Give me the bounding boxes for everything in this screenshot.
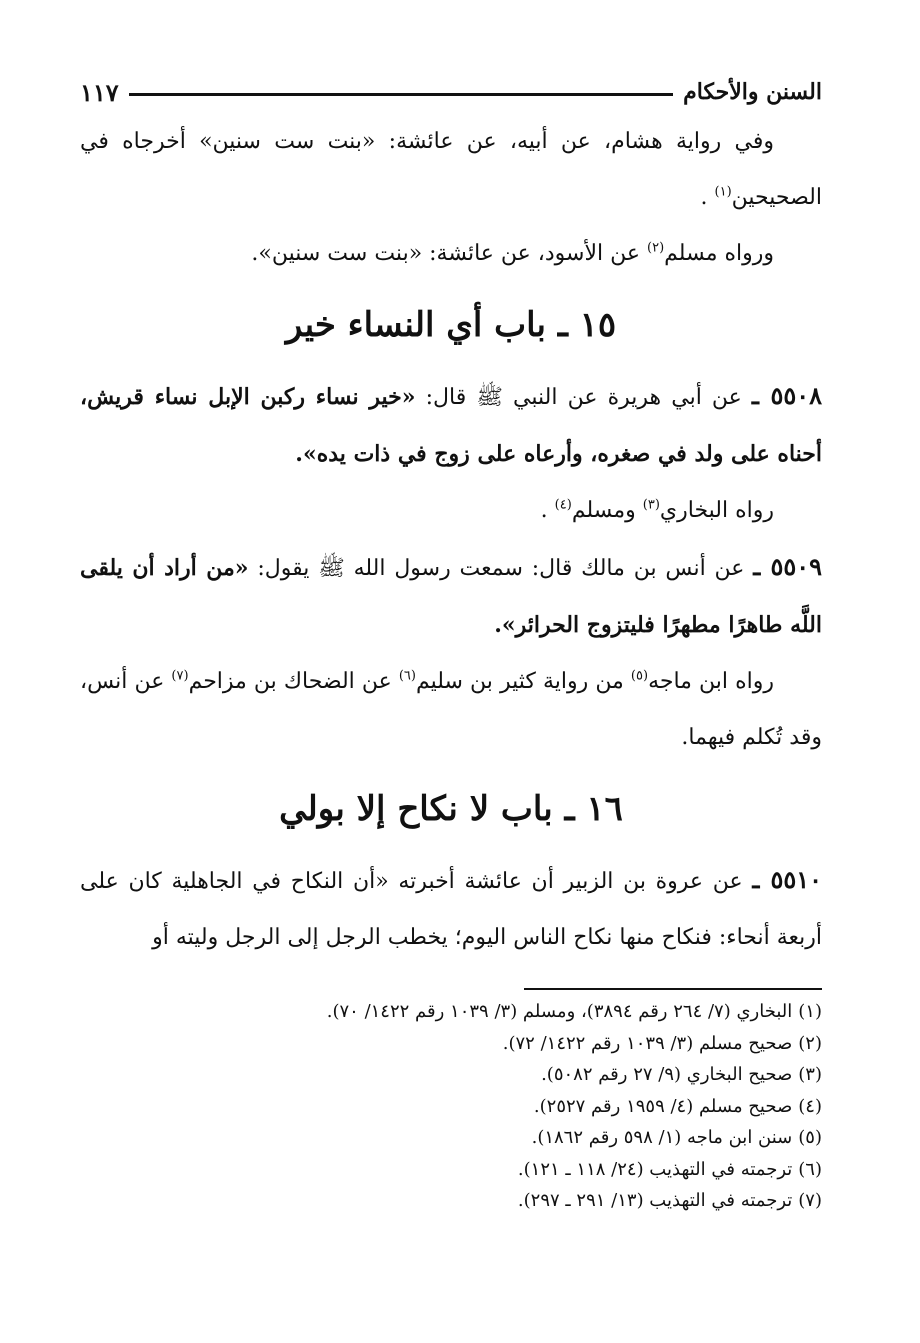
footnote-text: صحيح مسلم (٤/ ١٩٥٩ رقم ٢٥٢٧). — [533, 1095, 793, 1117]
paragraph-hisham-narration — [80, 114, 822, 226]
footnote-text: البخاري (٧/ ٢٦٤ رقم ٣٨٩٤)، ومسلم (٣/ ١٠٣٩ رقم ١٤٢٢/ ٧٠). — [326, 1001, 793, 1022]
footnote-text: صحيح البخاري (٩/ ٢٧ رقم ٥٠٨٢). — [541, 1064, 793, 1085]
paragraph-5509-sources — [80, 654, 822, 766]
paragraph-text: وفي رواية هشام، عن أبيه، عن عائشة: «بنت ست سنين» أخرجاه في الصحيحين — [80, 129, 822, 210]
footnote-label: (٤) — [798, 1095, 822, 1117]
footnote-label: (٥) — [798, 1127, 822, 1148]
footnote-item-2 — [80, 1028, 822, 1060]
header-rule — [129, 93, 673, 96]
footnote-divider — [524, 988, 822, 990]
source-text: عن الضحاك بن مزاحم — [188, 669, 399, 694]
chapter-title-16: ١٦ ـ باب لا نكاح إلا بولي — [279, 789, 623, 829]
footnote-ref-5[interactable]: (٥) — [630, 668, 649, 684]
book-page — [80, 70, 822, 1217]
footnote-label: (٧) — [798, 1190, 822, 1211]
hadith-text: «خير نساء ركبن الإبل نساء قريش، أحناه على ولد في صغره، وأرعاه على زوج في ذات يده». — [80, 384, 822, 467]
book-title: السنن والأحكام — [683, 79, 822, 105]
source-text: من رواية كثير بن سليم — [415, 669, 631, 694]
paragraph-muslim-narration — [80, 226, 822, 282]
paragraph-rest: عن الأسود، عن عائشة: «بنت ست سنين». — [251, 241, 648, 266]
hadith-intro: عن أنس بن مالك قال: سمعت رسول الله ﷺ يقول: — [248, 556, 754, 581]
source-text: رواه ابن ماجه — [648, 669, 774, 694]
footnote-item-6 — [80, 1154, 822, 1186]
page-number: ١١٧ — [80, 77, 119, 107]
footnote-item-7 — [80, 1185, 822, 1217]
chapter-title-15: ١٥ ـ باب أي النساء خير — [285, 305, 617, 345]
hadith-5509 — [80, 539, 822, 654]
footnote-ref-1[interactable]: (١) — [714, 184, 732, 200]
hadith-number: ٥٥٠٨ ـ — [751, 381, 822, 410]
hadith-text: «من أراد أن يلقى اللَّه طاهرًا مطهرًا فليتزوج الحرائر». — [80, 555, 822, 638]
source-text: عن أنس، وقد تُكلم فيهما. — [80, 669, 822, 750]
footnote-label: (٦) — [798, 1158, 822, 1180]
hadith-number: ٥٥٠٩ ـ — [753, 552, 823, 581]
footnote-text: سنن ابن ماجه (١/ ٥٩٨ رقم ١٨٦٢). — [531, 1127, 793, 1148]
footnote-text: صحيح مسلم (٣/ ١٠٣٩ رقم ١٤٢٢/ ٧٢). — [502, 1032, 793, 1054]
footnote-item-5 — [80, 1122, 822, 1154]
footnote-ref-6[interactable]: (٦) — [398, 668, 416, 684]
footnote-item-3 — [80, 1059, 822, 1091]
paragraph-5508-sources — [80, 483, 822, 539]
footnote-label: (٣) — [798, 1064, 822, 1085]
footnote-item-4 — [80, 1091, 822, 1123]
footnote-ref-4[interactable]: (٤) — [554, 497, 572, 513]
footnote-text: ترجمته في التهذيب (٢٤/ ١١٨ ـ ١٢١). — [517, 1158, 793, 1180]
hadith-text: عن عروة بن الزبير أن عائشة أخبرته «أن النكاح في الجاهلية كان على أربعة أنحاء: فنكاح منها نكاح الناس اليوم؛ يخطب الرجل إلى الرجل وليته أو — [80, 869, 822, 950]
hadith-number: ٥٥١٠ ـ — [752, 865, 822, 894]
footnote-text: ترجمته في التهذيب (١٣/ ٢٩١ ـ ٢٩٧). — [517, 1190, 793, 1211]
running-header — [80, 70, 822, 114]
source-text: رواه البخاري — [659, 498, 774, 523]
footnote-ref-3[interactable]: (٣) — [642, 497, 660, 513]
paragraph-end: . — [700, 185, 715, 210]
footnote-ref-7[interactable]: (٧) — [171, 668, 189, 684]
hadith-5508 — [80, 368, 822, 483]
hadith-5510 — [80, 852, 822, 966]
paragraph-end: . — [540, 498, 555, 523]
source-text: ومسلم — [571, 498, 643, 523]
footnote-item-1 — [80, 996, 822, 1028]
footnote-ref-2[interactable]: (٢) — [647, 240, 665, 256]
hadith-intro: عن أبي هريرة عن النبي ﷺ قال: — [415, 385, 752, 410]
footnote-label: (٢) — [798, 1032, 822, 1054]
footnote-label: (١) — [798, 1001, 822, 1022]
paragraph-text: ورواه مسلم — [664, 241, 774, 266]
footnotes-list — [80, 996, 822, 1217]
